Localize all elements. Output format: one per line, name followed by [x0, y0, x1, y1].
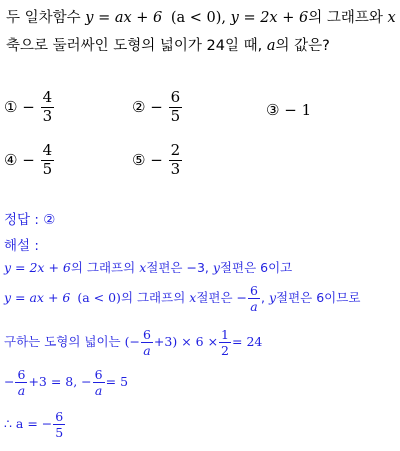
solution-line-3 — [4, 328, 262, 357]
variable-y: y — [212, 260, 220, 275]
condition: (a < 0) — [77, 290, 121, 306]
solution-heading: 해설 : — [4, 238, 39, 254]
question-text: 축으로 둘러싸인 도형의 넓이가 24일 때, — [6, 38, 263, 54]
expression: +3 = 8, − — [28, 374, 92, 390]
condition: (a < 0), — [170, 10, 227, 26]
numerator: 2 — [170, 141, 181, 159]
expression: ∴ a = − — [4, 416, 53, 432]
choice-fraction — [169, 143, 183, 178]
fraction — [141, 328, 153, 357]
numerator: 1 — [221, 327, 229, 342]
text: 절편은 6이고 — [219, 260, 293, 275]
numerator: 4 — [42, 141, 53, 159]
variable-y: y — [268, 290, 277, 306]
choice-sign: − — [150, 150, 163, 169]
numerator: 6 — [55, 409, 64, 424]
solution-line-1 — [4, 258, 292, 276]
solution-line-2 — [4, 284, 360, 313]
equation-1: y = ax + 6 — [85, 10, 163, 26]
variable-a: a — [266, 38, 276, 54]
numerator: 6 — [17, 367, 26, 382]
answer-line: 정답 : ② — [4, 212, 56, 228]
fraction — [15, 368, 27, 397]
equation-2: y = 2x + 6 — [230, 10, 309, 26]
fraction — [53, 410, 65, 439]
equation: y = 2x + 6 — [4, 260, 71, 275]
numerator: 6 — [250, 283, 258, 298]
denominator: a — [94, 383, 103, 399]
denominator: 3 — [170, 159, 181, 178]
text: 절편은 −3, — [146, 260, 209, 275]
choice-4[interactable] — [4, 143, 55, 178]
fraction — [248, 284, 260, 313]
denominator: 5 — [55, 425, 64, 441]
question-line-2 — [6, 34, 330, 55]
expression: = 24 — [232, 334, 263, 350]
expression: (− — [124, 334, 140, 350]
text: 구하는 도형의 넓이는 — [4, 334, 121, 350]
question-text: 두 일차함수 — [6, 10, 81, 26]
text: 의 그래프의 — [120, 290, 186, 306]
equation: y = ax + 6 — [4, 290, 71, 306]
choice-fraction — [169, 90, 183, 125]
numerator: 6 — [94, 367, 103, 382]
denominator: a — [17, 383, 26, 399]
numerator: 6 — [170, 88, 181, 106]
numerator: 6 — [142, 327, 151, 342]
question-text: 의 그래프와 — [308, 10, 383, 26]
expression: +3) × 6 × — [153, 334, 219, 350]
fraction — [93, 368, 105, 397]
question-line-1 — [6, 6, 396, 27]
text: 절편은 − — [196, 290, 248, 306]
text: 절편은 6이므로 — [276, 290, 361, 306]
denominator: a — [143, 343, 151, 359]
numerator: 4 — [42, 88, 53, 106]
solution-line-5 — [4, 410, 66, 439]
question-text: 의 값은? — [275, 38, 330, 54]
choice-3[interactable] — [266, 101, 311, 119]
variable-x: x — [189, 290, 197, 306]
choice-fraction — [41, 90, 55, 125]
choice-2[interactable] — [132, 90, 183, 125]
variable-x: x — [387, 10, 396, 26]
text: , — [260, 290, 265, 306]
expression: − — [4, 374, 15, 390]
choice-sign: − — [22, 97, 35, 116]
variable-x: x — [139, 260, 147, 275]
fraction — [219, 328, 231, 357]
choice-value: − 1 — [284, 101, 312, 119]
choice-sign: − — [150, 97, 163, 116]
expression: = 5 — [105, 374, 129, 390]
choice-mark: ⑤ — [132, 150, 146, 169]
choice-mark: ② — [132, 97, 146, 116]
denominator: 3 — [42, 106, 53, 125]
choice-mark: ④ — [4, 150, 18, 169]
denominator: a — [250, 299, 258, 315]
choice-1[interactable] — [4, 90, 55, 125]
solution-line-4 — [4, 368, 128, 397]
denominator: 5 — [42, 159, 53, 178]
choice-mark: ① — [4, 97, 18, 116]
text: 의 그래프의 — [70, 260, 136, 275]
choice-mark: ③ — [266, 101, 280, 119]
choice-5[interactable] — [132, 143, 183, 178]
denominator: 2 — [221, 343, 229, 359]
choice-sign: − — [22, 150, 35, 169]
denominator: 5 — [170, 106, 181, 125]
choice-fraction — [41, 143, 55, 178]
